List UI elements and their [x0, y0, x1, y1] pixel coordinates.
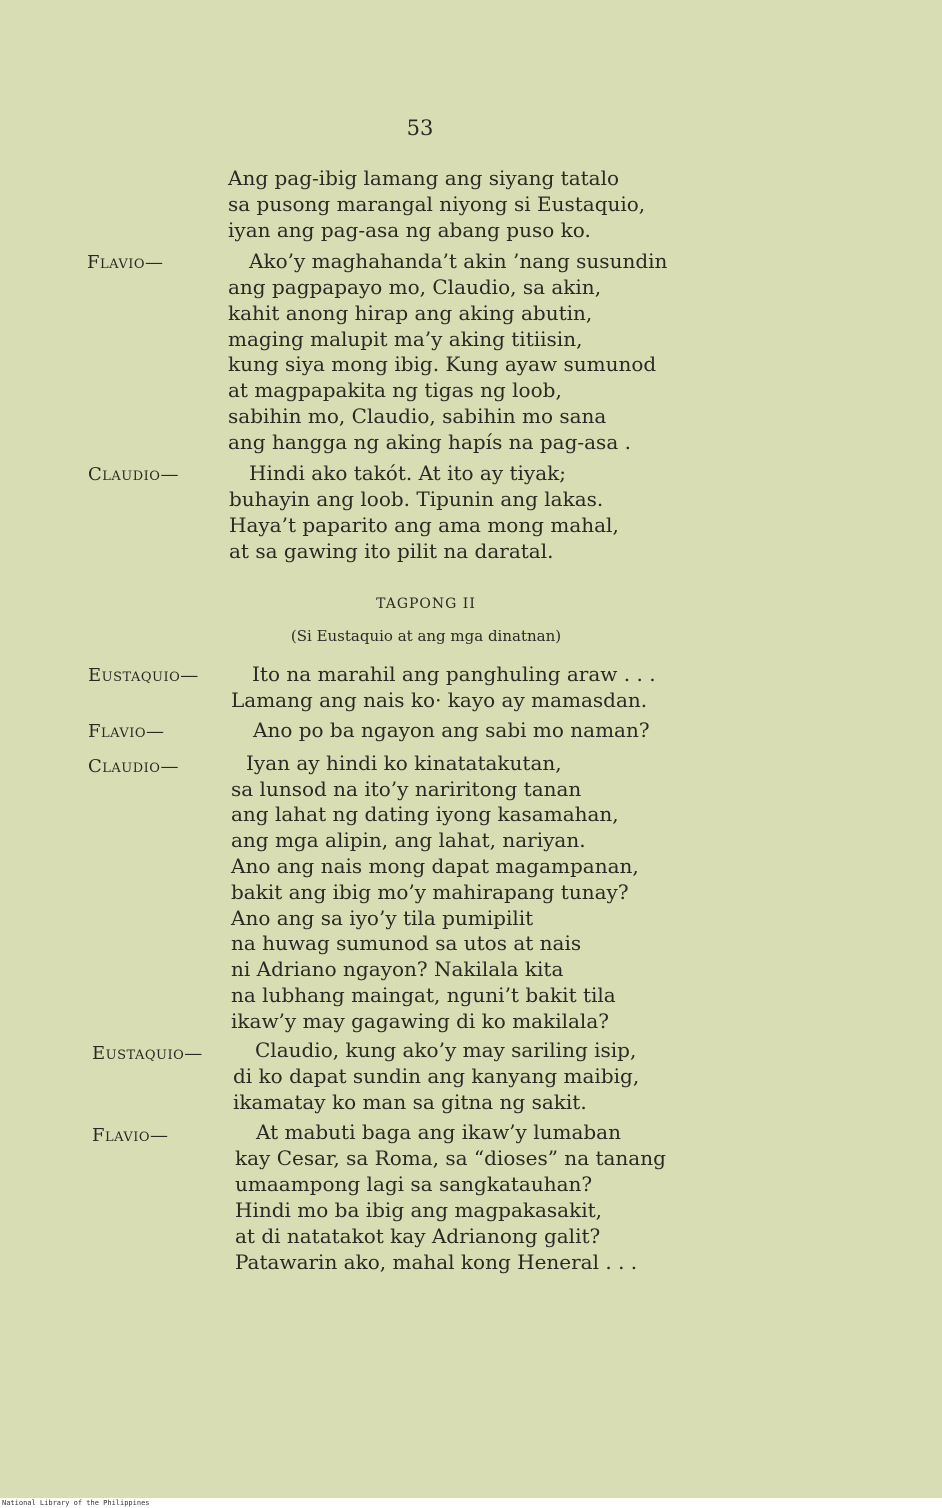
verse-line: bakit ang ibig mo’y mahirapang tunay? [231, 880, 629, 904]
speaker-label: Flavio— [87, 252, 164, 273]
verse-line: at sa gawing ito pilit na daratal. [229, 539, 554, 563]
speaker-label: Eustaquio— [92, 1043, 203, 1064]
verse-line: ang lahat ng dating iyong kasamahan, [231, 802, 619, 826]
speaker-label: Claudio— [88, 756, 179, 777]
verse-line: Ito na marahil ang panghuling araw . . . [252, 662, 656, 686]
verse-line: maging malupit ma’y aking titiisin, [228, 327, 583, 351]
verse-line: Patawarin ako, mahal kong Heneral . . . [235, 1250, 638, 1274]
verse-line: Haya’t paparito ang ama mong mahal, [229, 513, 619, 537]
verse-line: Ano ang nais mong dapat magampanan, [231, 854, 639, 878]
verse-line: Ako’y maghahanda’t akin ’nang susundin [249, 249, 668, 273]
verse-line: at di natatakot kay Adrianong galit? [235, 1224, 601, 1248]
speaker-label: Flavio— [92, 1125, 169, 1146]
footer-bar [0, 1498, 942, 1508]
verse-line: umaampong lagi sa sangkatauhan? [235, 1172, 593, 1196]
verse-line: Hindi mo ba ibig ang magpakasakit, [235, 1198, 603, 1222]
verse-line: kahit anong hirap ang aking abutin, [228, 301, 593, 325]
verse-line: buhayin ang loob. Tipunin ang lakas. [229, 487, 604, 511]
verse-line: Lamang ang nais ko· kayo ay mamasdan. [231, 688, 648, 712]
verse-line: Iyan ay hindi ko kinatatakutan, [246, 751, 562, 775]
verse-line: Claudio, kung ako’y may sariling isip, [255, 1038, 637, 1062]
verse-line: kay Cesar, sa Roma, sa “dioses” na tanang [235, 1146, 666, 1170]
speaker-label: Claudio— [88, 464, 179, 485]
verse-line: sa lunsod na ito’y nariritong tanan [231, 777, 582, 801]
verse-line: ni Adriano ngayon? Nakilala kita [231, 957, 564, 981]
verse-line: na lubhang maingat, nguni’t bakit tila [231, 983, 616, 1007]
verse-line: Hindi ako takót. At ito ay tiyak; [249, 461, 567, 485]
footer-credit: National Library of the Philippines [2, 1499, 150, 1507]
speaker-label: Eustaquio— [88, 665, 199, 686]
verse-line: Ano ang sa iyo’y tila pumipilit [231, 906, 534, 930]
verse-line: ang pagpapayo mo, Claudio, sa akin, [228, 275, 602, 299]
verse-line: iyan ang pag-asa ng abang puso ko. [228, 218, 591, 242]
verse-line: na huwag sumunod sa utos at nais [231, 931, 582, 955]
verse-line: Ang pag-ibig lamang ang siyang tatalo [228, 166, 620, 190]
speaker-label: Flavio— [88, 721, 165, 742]
verse-line: At mabuti baga ang ikaw’y lumaban [256, 1120, 621, 1144]
verse-line: ang mga alipin, ang lahat, nariyan. [231, 828, 586, 852]
stage-direction: (Si Eustaquio at ang mga dinatnan) [290, 627, 562, 645]
verse-line: kung siya mong ibig. Kung ayaw sumunod [228, 352, 657, 376]
verse-line: Ano po ba ngayon ang sabi mo naman? [253, 718, 650, 742]
verse-line: sabihin mo, Claudio, sabihin mo sana [228, 404, 607, 428]
scene-heading: TAGPONG II [376, 596, 476, 612]
verse-line: sa pusong marangal niyong si Eustaquio, [228, 192, 646, 216]
verse-line: di ko dapat sundin ang kanyang maibig, [233, 1064, 640, 1088]
verse-line: ikamatay ko man sa gitna ng sakit. [233, 1090, 587, 1114]
verse-line: at magpapakita ng tigas ng loob, [228, 378, 562, 402]
verse-line: ang hangga ng aking hapís na pag-asa . [228, 430, 631, 454]
page-number: 53 [406, 116, 434, 140]
verse-line: ikaw’y may gagawing di ko makilala? [231, 1009, 609, 1033]
